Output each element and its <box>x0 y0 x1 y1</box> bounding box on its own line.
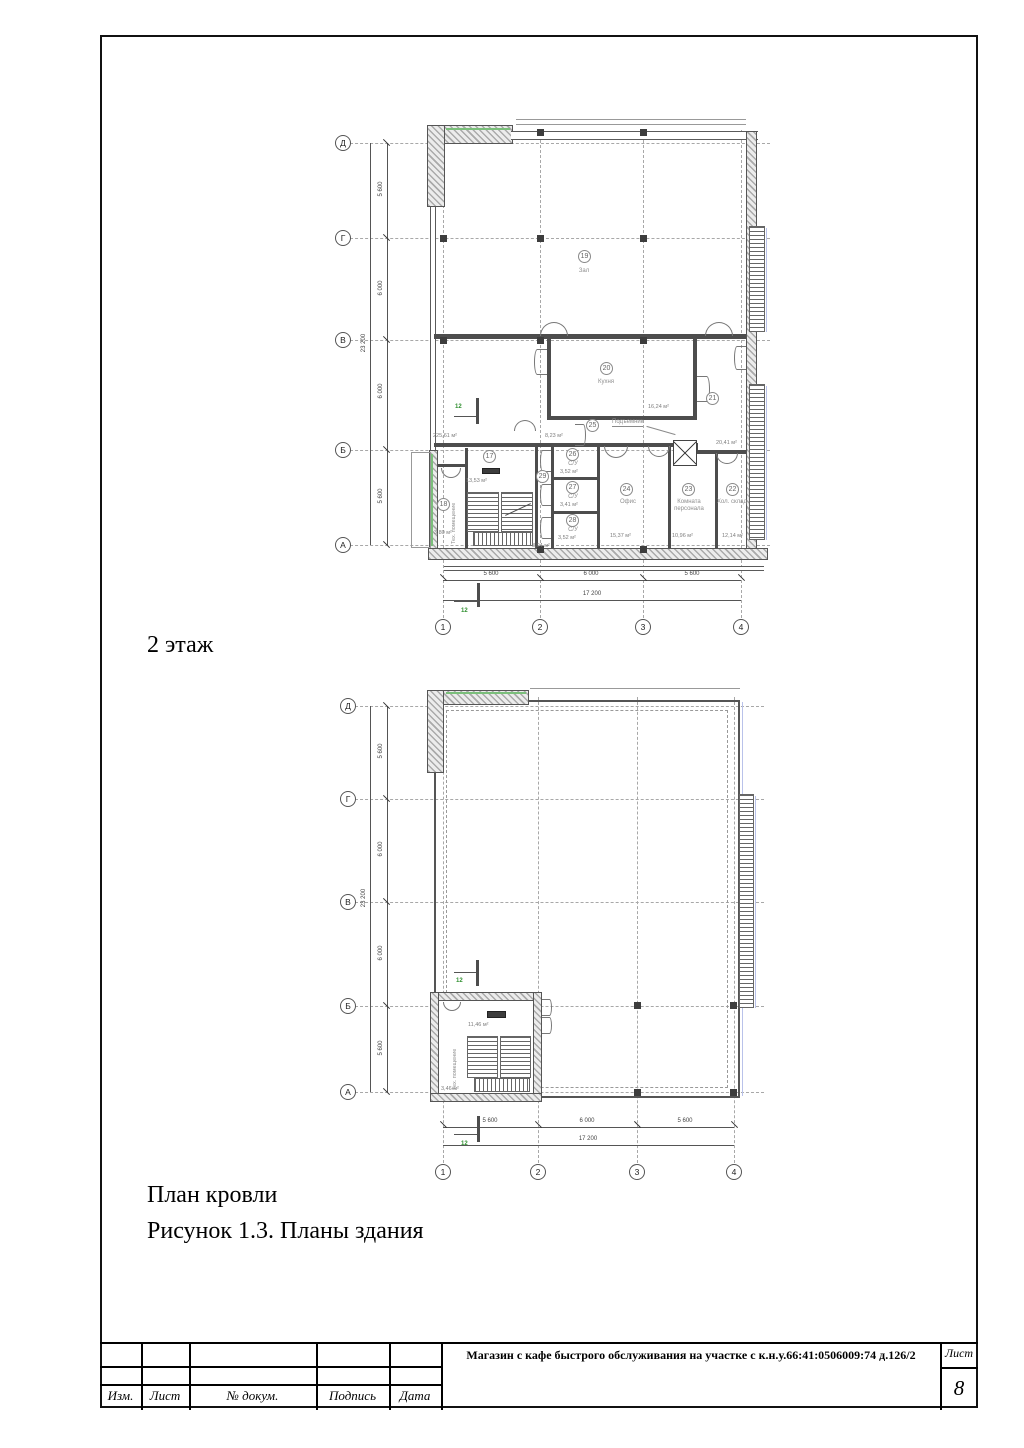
room-area: 8,04 м² <box>532 543 550 549</box>
section-mark-line <box>454 416 476 417</box>
room-number: 18 <box>437 498 450 511</box>
room-area: 3,41 м² <box>560 502 578 508</box>
axis-bubble: Г <box>335 230 351 246</box>
axis-bubble: В <box>335 332 351 348</box>
room-area: 3,52 м² <box>558 535 576 541</box>
dim-line <box>387 143 388 545</box>
axis-bubble: 2 <box>532 619 548 635</box>
wall-partition <box>434 334 746 339</box>
room-number: 25 <box>586 419 599 432</box>
column <box>730 1089 737 1096</box>
dim-line <box>443 1127 734 1128</box>
dim-label: 6 000 <box>378 280 384 296</box>
section-mark-label: 12 <box>461 1141 468 1147</box>
axis-bubble: 3 <box>635 619 651 635</box>
wall-kitchen-left <box>547 338 551 420</box>
door-arc <box>540 450 551 472</box>
section-mark-label: 12 <box>456 978 463 984</box>
room-number: 21 <box>706 392 719 405</box>
parapet-line <box>516 119 746 120</box>
room-name: С/У <box>568 461 578 467</box>
wall-hatched <box>427 125 445 207</box>
caption-figure: Рисунок 1.3. Планы здания <box>147 1218 424 1244</box>
door-arc <box>734 346 746 370</box>
axis-bubble: Б <box>340 998 356 1014</box>
section-mark-bar <box>476 960 479 986</box>
caption-floor2: 2 этаж <box>147 632 214 658</box>
parapet-line <box>516 124 746 125</box>
titleblock-col-data: Дата <box>399 1388 431 1403</box>
room-area: 8,23 м² <box>545 433 563 439</box>
column <box>634 1089 641 1096</box>
dim-label-total: 23 200 <box>361 888 367 908</box>
room-number: 24 <box>620 483 633 496</box>
room-number: 29 <box>536 470 549 483</box>
stair-landing <box>473 532 533 546</box>
sheet-label: Лист <box>944 1346 974 1360</box>
room-area: 20,41 м² <box>716 440 737 446</box>
grid-line-d <box>345 143 770 144</box>
room-area: 12,14 м² <box>722 533 743 539</box>
room-name: Офис <box>620 499 636 505</box>
ladder-guide-line <box>766 228 767 332</box>
sheet-number: 8 <box>953 1376 965 1400</box>
room-area: 3,52 м² <box>560 469 578 475</box>
grid-line-v <box>345 340 770 341</box>
wall-hatched <box>430 1093 542 1102</box>
room-number: 22 <box>726 483 739 496</box>
dim-label: 5 600 <box>378 1040 384 1056</box>
wall-accent-green <box>446 692 526 694</box>
wall-hatched-bottom <box>428 548 768 560</box>
axis-bubble: Д <box>335 135 351 151</box>
wall-hatched <box>430 992 439 1102</box>
column <box>640 337 647 344</box>
wall-tech-top <box>437 464 465 467</box>
dim-line <box>443 600 741 601</box>
dim-label: 5 600 <box>677 1118 693 1124</box>
section-mark-bar <box>477 583 480 607</box>
parapet-line <box>530 688 740 689</box>
axis-bubble: 1 <box>435 619 451 635</box>
axis-bubble: Б <box>335 442 351 458</box>
dim-label: 5 600 <box>378 488 384 504</box>
axis-bubble: 1 <box>435 1164 451 1180</box>
grid-line-g <box>345 238 770 239</box>
section-mark-label: 12 <box>461 608 468 614</box>
column <box>640 546 647 553</box>
door-arc <box>534 349 547 375</box>
stair-flight <box>467 1036 498 1078</box>
wall-partition <box>535 446 538 548</box>
wall-wc-divider <box>551 477 600 480</box>
stair-tag <box>487 1011 506 1018</box>
door-arc <box>540 517 551 539</box>
column <box>537 235 544 242</box>
section-mark-line <box>454 601 477 602</box>
wall-partition <box>597 446 600 548</box>
room-area: 3,80 м² <box>434 530 452 536</box>
column <box>640 235 647 242</box>
column <box>634 1002 641 1009</box>
axis-bubble: 3 <box>629 1164 645 1180</box>
door-arc <box>540 484 551 506</box>
stair-flight <box>501 492 533 532</box>
stair-landing <box>474 1078 530 1092</box>
canopy-band <box>444 566 764 571</box>
room-name: Подъемник <box>612 419 643 427</box>
dim-label-total: 17 200 <box>582 591 602 597</box>
room-name: С/У <box>568 494 578 500</box>
ladder-guide-line <box>755 796 756 1008</box>
door-arc <box>575 424 586 446</box>
terrace-outline <box>411 452 431 548</box>
room-name-vertical: Тех. помещение <box>452 1048 458 1090</box>
dim-line <box>370 706 371 1092</box>
dim-label: 6 000 <box>583 571 599 577</box>
column <box>537 129 544 136</box>
dim-label: 5 600 <box>378 181 384 197</box>
section-mark-bar <box>477 1116 480 1142</box>
axis-bubble: Г <box>340 791 356 807</box>
room-name: Кухня <box>597 379 615 385</box>
section-mark-bar <box>476 398 479 424</box>
titleblock-col-list: Лист <box>149 1388 181 1403</box>
titleblock-col-dokum: № докум. <box>226 1388 279 1403</box>
wall-curtain-left <box>430 207 436 450</box>
axis-bubble: Д <box>340 698 356 714</box>
lift-shaft <box>673 440 697 466</box>
section-mark-label: 12 <box>455 404 462 410</box>
stair-flight <box>500 1036 531 1078</box>
dim-label-total: 23 200 <box>361 333 367 353</box>
room-area: 225,61 м² <box>433 433 457 439</box>
column <box>640 129 647 136</box>
exterior-ladder <box>739 794 754 1008</box>
ladder-guide-line <box>766 386 767 540</box>
room-area: 11,46 м² <box>468 1022 489 1028</box>
dim-label: 5 600 <box>684 571 700 577</box>
wall-hatched <box>430 992 542 1001</box>
wall-wc-divider <box>551 511 600 514</box>
room-number: 23 <box>682 483 695 496</box>
room-number: 26 <box>566 448 579 461</box>
dim-label: 6 000 <box>378 841 384 857</box>
wall-hatched <box>427 690 444 773</box>
axis-bubble: 4 <box>733 619 749 635</box>
titleblock-line <box>940 1367 978 1369</box>
room-name: С/У <box>568 527 578 533</box>
column <box>537 337 544 344</box>
axis-bubble: 4 <box>726 1164 742 1180</box>
grid-line-a <box>345 545 770 546</box>
axis-bubble: 2 <box>530 1164 546 1180</box>
stair-flight <box>467 492 499 532</box>
dim-label: 5 600 <box>483 571 499 577</box>
door-arc <box>542 999 552 1016</box>
titleblock-col-izm: Изм. <box>107 1388 134 1403</box>
dim-label: 6 000 <box>378 383 384 399</box>
section-mark-line <box>454 1134 477 1135</box>
titleblock-col-podpis: Подпись <box>329 1388 376 1403</box>
room-name-vertical: Тех. помещение <box>451 502 457 544</box>
room-area: 10,96 м² <box>672 533 693 539</box>
stair-tag <box>482 468 500 474</box>
dim-line <box>443 580 741 581</box>
door-arc <box>542 1017 552 1034</box>
column <box>440 235 447 242</box>
dim-label: 6 000 <box>579 1118 595 1124</box>
dim-label-total: 17 200 <box>578 1136 598 1142</box>
wall-partition <box>551 446 554 548</box>
room-area: 13,53 м² <box>466 478 487 484</box>
room-name: Хол. склад <box>716 499 747 505</box>
room-name: Комната персонала <box>674 499 704 513</box>
room-number: 27 <box>566 481 579 494</box>
axis-bubble: А <box>335 537 351 553</box>
axis-bubble: В <box>340 894 356 910</box>
room-area: 15,37 м² <box>610 533 631 539</box>
exterior-ladder <box>749 226 765 332</box>
dim-label: 5 600 <box>482 1118 498 1124</box>
room-area: 16,24 м² <box>648 404 669 410</box>
titleblock-line <box>100 1342 978 1344</box>
wall-hatched <box>533 992 542 1102</box>
dim-line <box>370 143 371 545</box>
column <box>440 337 447 344</box>
wall-accent-green <box>446 128 510 130</box>
wall-partition <box>668 446 671 548</box>
wall-glazing-top <box>511 131 758 140</box>
room-number: 19 <box>578 250 591 263</box>
wall-accent-green <box>431 454 433 546</box>
room-name: Зал <box>578 268 590 274</box>
column <box>730 1002 737 1009</box>
caption-roof: План кровли <box>147 1182 278 1208</box>
titleblock-project-title: Магазин с кафе быстрого обслуживания на участке с к.н.у.66:41:0506009:74 д.126/2 <box>466 1348 916 1362</box>
room-number: 17 <box>483 450 496 463</box>
titleblock-line <box>441 1342 443 1410</box>
section-mark-line <box>454 972 476 973</box>
room-area: 3,46 м² <box>441 1086 459 1092</box>
room-number: 28 <box>566 514 579 527</box>
exterior-ladder <box>749 384 765 540</box>
dim-line <box>387 706 388 1092</box>
axis-bubble: А <box>340 1084 356 1100</box>
dim-line <box>443 1145 734 1146</box>
dim-label: 5 600 <box>378 743 384 759</box>
dim-label: 6 000 <box>378 945 384 961</box>
room-number: 20 <box>600 362 613 375</box>
wall-corridor <box>434 443 675 447</box>
